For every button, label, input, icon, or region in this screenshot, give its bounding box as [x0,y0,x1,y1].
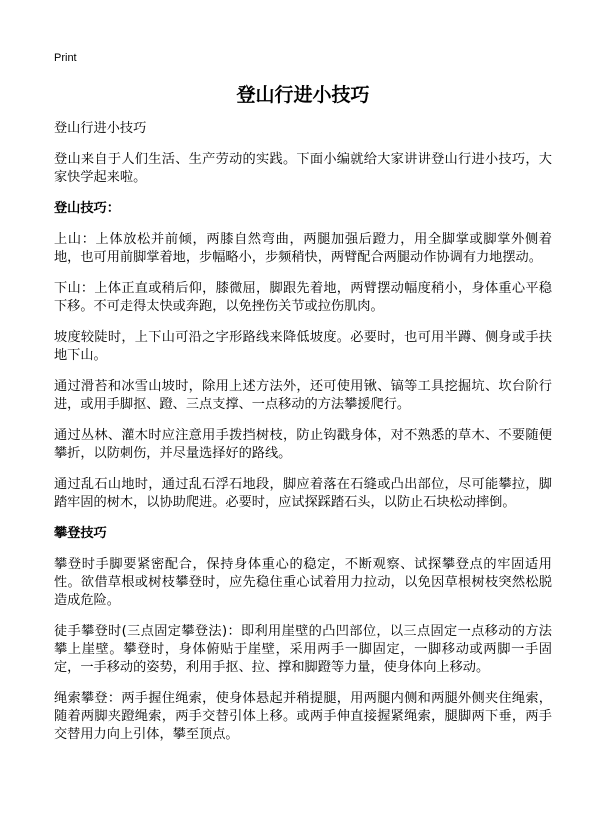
print-link[interactable]: Print [54,52,77,64]
paragraph-scramble-general: 攀登时手脚要紧密配合，保持身体重心的稳定，不断观察、试探攀登点的牢固适用性。欲借草根或树枝攀登时，应先稳住重心试着用力拉动，以免因草根树枝突然松脱造成危险。 [54,557,552,608]
section-heading-climbing: 登山技巧： [54,201,120,216]
paragraph-downhill: 下山：上体正直或稍后仰，膝微屈，脚跟先着地，两臂摆动幅度稍小，身体重心平稳下移。不可走得太快或奔跑，以免挫伤关节或拉伤肌肉。 [54,281,552,314]
page-subtitle: 登山行进小技巧 [54,121,147,136]
paragraph-free-climb: 徒手攀登时(三点固定攀登法)：即利用崖壁的凸凹部位，以三点固定一点移动的方法攀上崖壁。攀登时，身体俯贴于崖壁，采用两手一脚固定，一脚移动或两脚一手固定，一手移动的姿势，利用手抠、拉、撑和脚蹬等力量，使身体向上移动。 [54,624,552,675]
paragraph-rope-climb: 绳索攀登：两手握住绳索，使身体悬起并稍提腿，用两腿内侧和两腿外侧夹住绳索，随着两脚夹蹬绳索，两手交替引体上移。或两手伸直接握紧绳索，腿脚两下垂，两手交替用力向上引体，攀至顶点。 [54,691,552,742]
paragraph-moss-ice: 通过滑苔和冰雪山坡时，除用上述方法外，还可使用锹、镐等工具挖掘坑、坎台阶行进，或用手脚抠、蹬、三点支撑、一点移动的方法攀援爬行。 [54,379,552,412]
paragraph-forest-shrub: 通过丛林、灌木时应注意用手拨挡树枝，防止钩戳身体，对不熟悉的草木、不要随便攀折，以防刺伤，并尽量选择好的路线。 [54,428,552,461]
paragraph-uphill: 上山：上体放松并前倾，两膝自然弯曲，两腿加强后蹬力，用全脚掌或脚掌外侧着地，也可用前脚掌着地，步幅略小，步频稍快，两臂配合两腿动作协调有力地摆动。 [54,232,552,265]
paragraph-steep-slope: 坡度较陡时，上下山可沿之字形路线来降低坡度。必要时，也可用半蹲、侧身或手扶地下山。 [54,330,552,363]
page-title: 登山行进小技巧 [236,84,370,106]
intro-paragraph: 登山来自于人们生活、生产劳动的实践。下面小编就给大家讲讲登山行进小技巧，大家快学起来啦。 [54,152,552,185]
section-heading-scrambling: 攀登技巧 [54,526,107,541]
paragraph-rocky-ground: 通过乱石山地时，通过乱石浮石地段，脚应着落在石缝或凸出部位，尽可能攀拉，脚踏牢固的树木，以协助爬进。必要时，应试探踩踏石头，以防止石块松动摔倒。 [54,477,552,510]
